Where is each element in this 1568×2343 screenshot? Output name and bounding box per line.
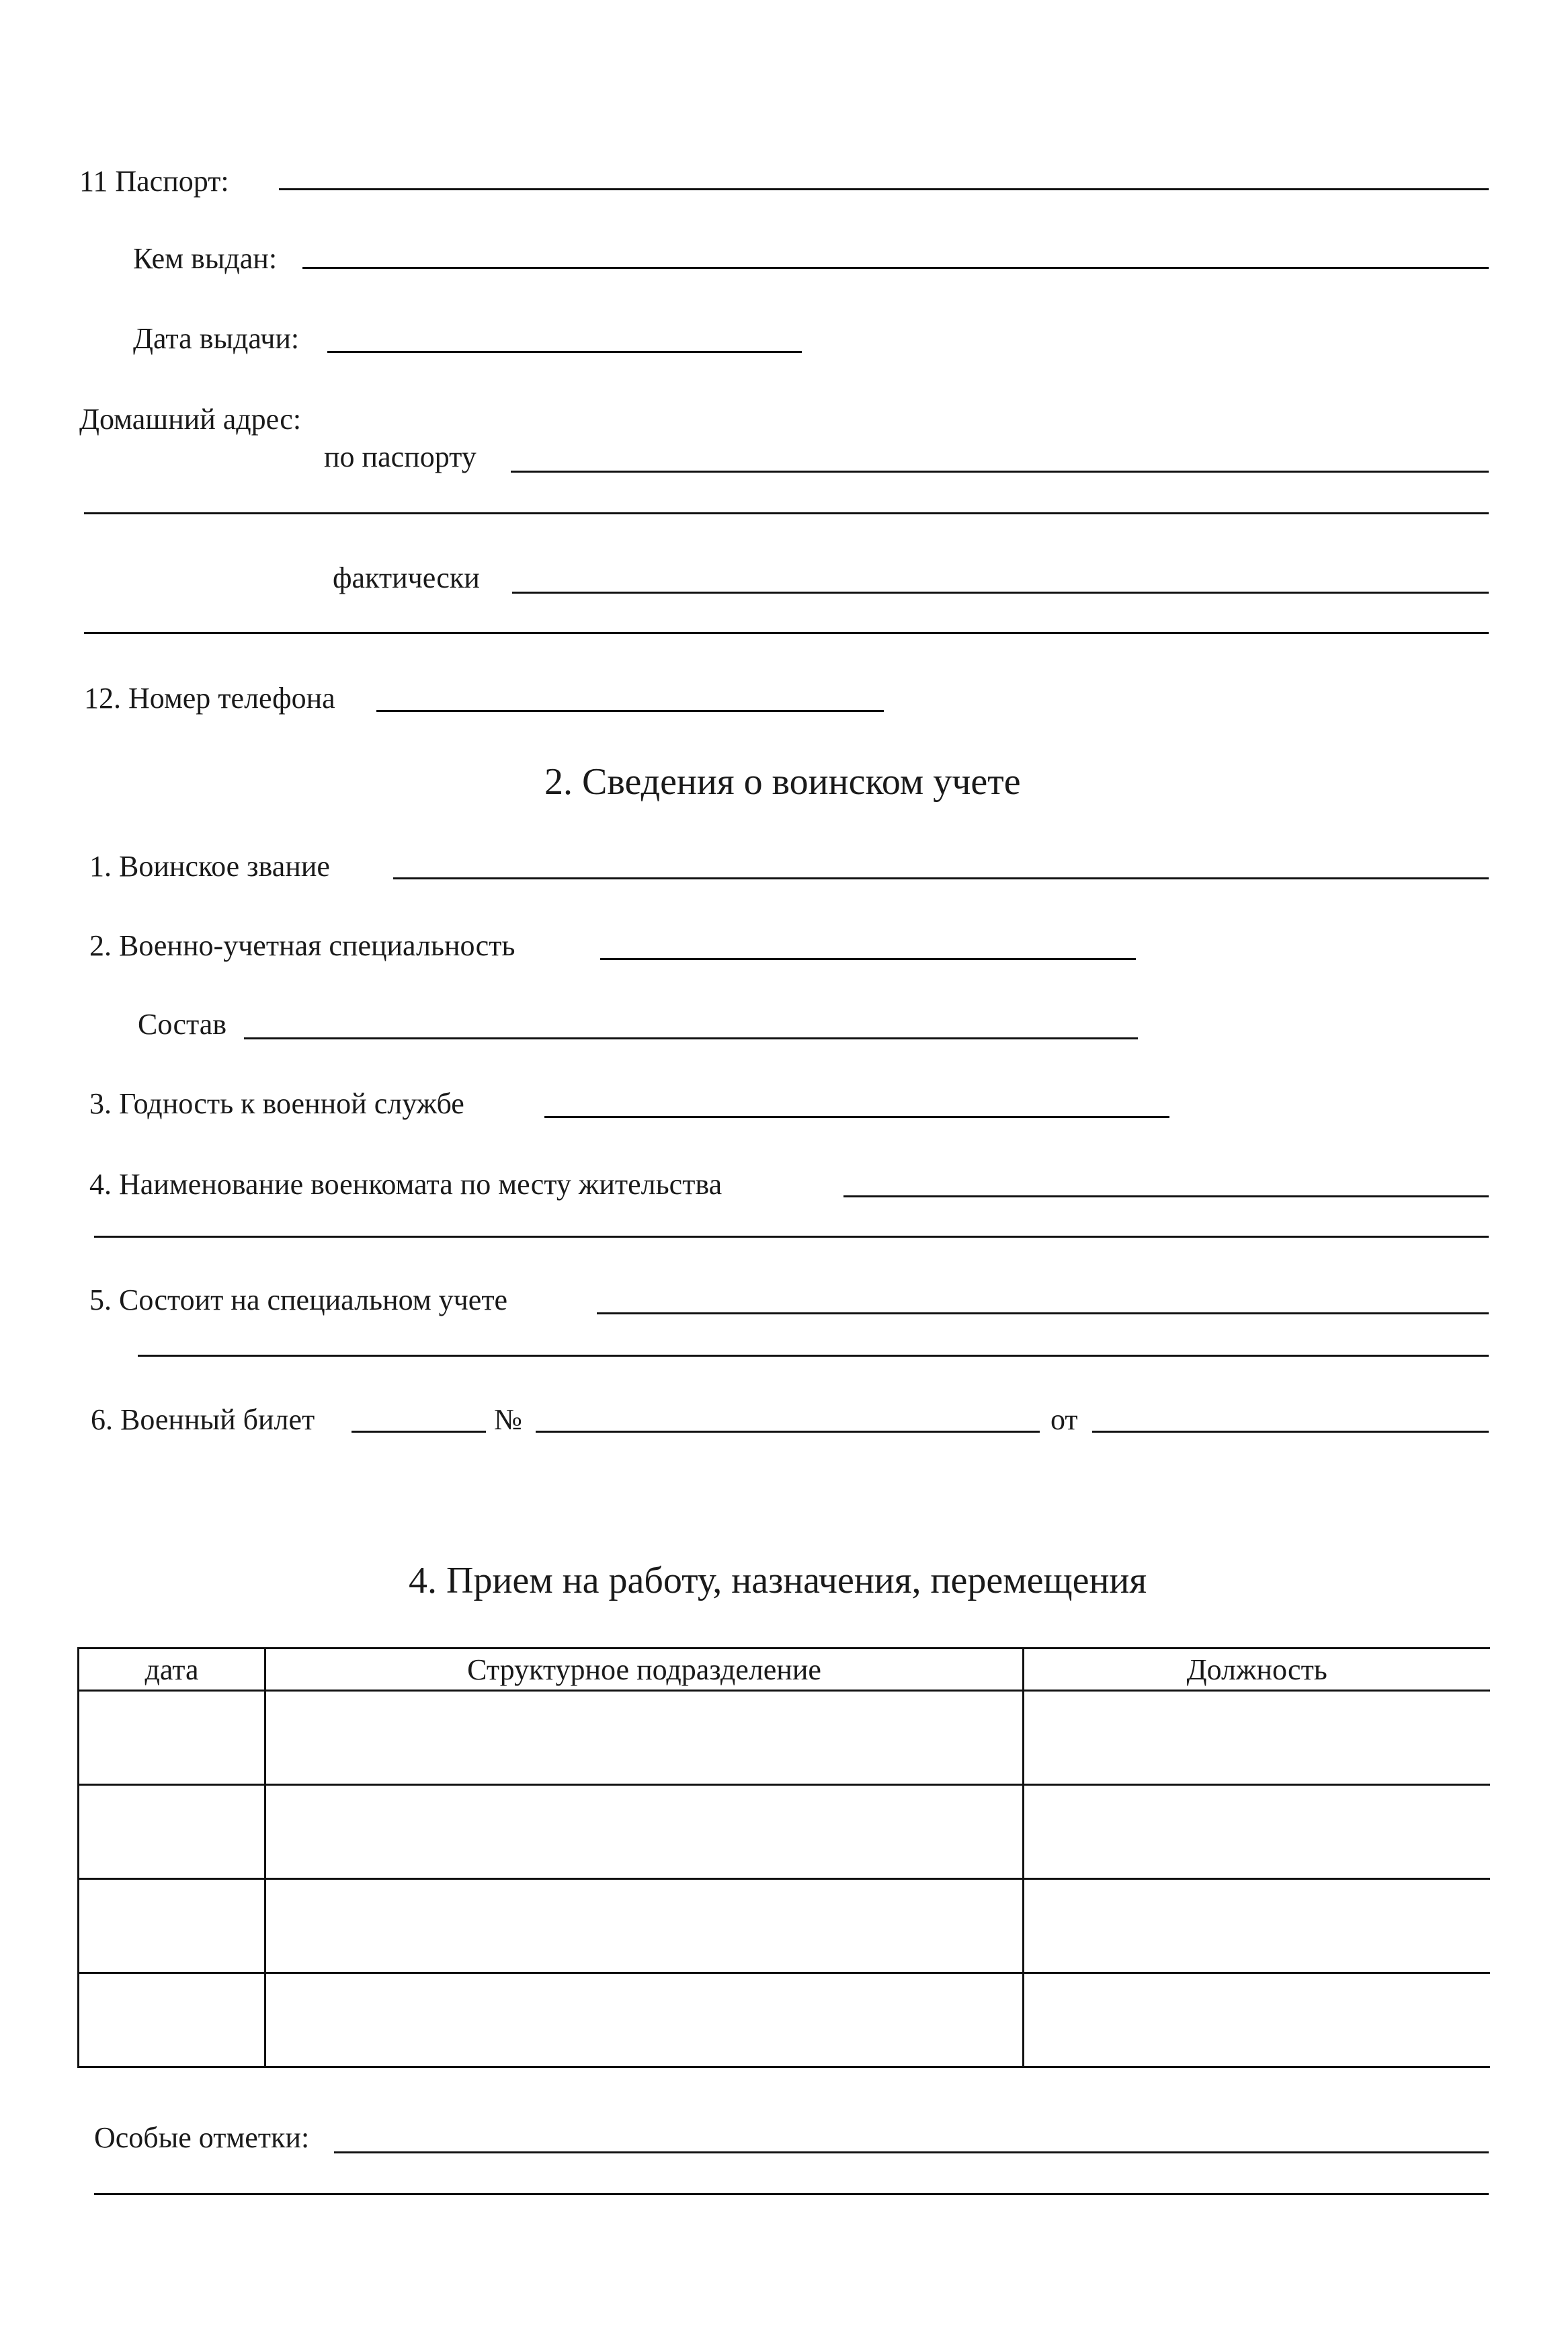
section4-title: 4. Прием на работу, назначения, перемещения (409, 1560, 1147, 1601)
table-row (79, 1879, 1490, 1973)
address-actual-field[interactable] (512, 592, 1489, 594)
address-by-passport-field-2[interactable] (84, 512, 1489, 514)
military-id-number-field[interactable] (536, 1431, 1040, 1433)
table-cell-department[interactable] (265, 1879, 1024, 1973)
home-address-label: Домашний адрес: (79, 403, 302, 436)
military-id-series-field[interactable] (352, 1431, 486, 1433)
number-sign: № (494, 1403, 522, 1436)
passport-field[interactable] (279, 188, 1489, 190)
special-registry-field-2[interactable] (138, 1355, 1489, 1357)
special-notes-label: Особые отметки: (94, 2121, 310, 2154)
specialty-field[interactable] (600, 958, 1136, 960)
table-cell-date[interactable] (79, 1879, 265, 1973)
military-id-date-field[interactable] (1092, 1431, 1489, 1433)
table-cell-department[interactable] (265, 1785, 1024, 1879)
fitness-field[interactable] (544, 1116, 1169, 1118)
column-header-department: Структурное подразделение (265, 1649, 1024, 1691)
table-cell-position[interactable] (1024, 1879, 1490, 1973)
table-cell-date[interactable] (79, 1691, 265, 1785)
special-notes-field[interactable] (334, 2151, 1489, 2153)
phone-field[interactable] (376, 710, 884, 712)
from-label: от (1050, 1403, 1078, 1436)
special-notes-field-2[interactable] (94, 2193, 1489, 2195)
composition-field[interactable] (244, 1037, 1138, 1039)
passport-label: 11 Паспорт: (79, 165, 229, 198)
address-actual-field-2[interactable] (84, 632, 1489, 634)
rank-label: 1. Воинское звание (89, 850, 330, 883)
table-cell-department[interactable] (265, 1973, 1024, 2067)
address-by-passport-label: по паспорту (324, 440, 477, 473)
special-registry-label: 5. Состоит на специальном учете (89, 1283, 508, 1316)
fitness-label: 3. Годность к военной службе (89, 1087, 464, 1120)
enlistment-office-field[interactable] (843, 1195, 1489, 1197)
phone-label: 12. Номер телефона (84, 682, 335, 715)
table-header-row (79, 1649, 1490, 1691)
issued-by-field[interactable] (302, 267, 1489, 269)
issue-date-field[interactable] (327, 351, 802, 353)
issued-by-label: Кем выдан: (133, 242, 278, 275)
section2-title: 2. Сведения о воинском учете (544, 761, 1021, 803)
composition-label: Состав (138, 1008, 227, 1041)
military-id-label: 6. Военный билет (91, 1403, 315, 1436)
issue-date-label: Дата выдачи: (133, 322, 300, 355)
specialty-label: 2. Военно-учетная специальность (89, 929, 515, 962)
enlistment-office-field-2[interactable] (94, 1236, 1489, 1238)
special-registry-field[interactable] (597, 1312, 1489, 1314)
table-row (79, 1691, 1490, 1785)
table-cell-date[interactable] (79, 1785, 265, 1879)
table-cell-position[interactable] (1024, 1785, 1490, 1879)
table-cell-date[interactable] (79, 1973, 265, 2067)
table-row (79, 1785, 1490, 1879)
table-row (79, 1973, 1490, 2067)
table-cell-position[interactable] (1024, 1691, 1490, 1785)
column-header-date: дата (79, 1649, 265, 1691)
employment-history-table (77, 1647, 1490, 2068)
enlistment-office-label: 4. Наименование военкомата по месту жительства (89, 1168, 723, 1201)
address-by-passport-field[interactable] (511, 471, 1489, 473)
address-actual-label: фактически (333, 561, 480, 594)
rank-field[interactable] (393, 877, 1489, 879)
column-header-position: Должность (1024, 1649, 1490, 1691)
table-cell-department[interactable] (265, 1691, 1024, 1785)
table-cell-position[interactable] (1024, 1973, 1490, 2067)
